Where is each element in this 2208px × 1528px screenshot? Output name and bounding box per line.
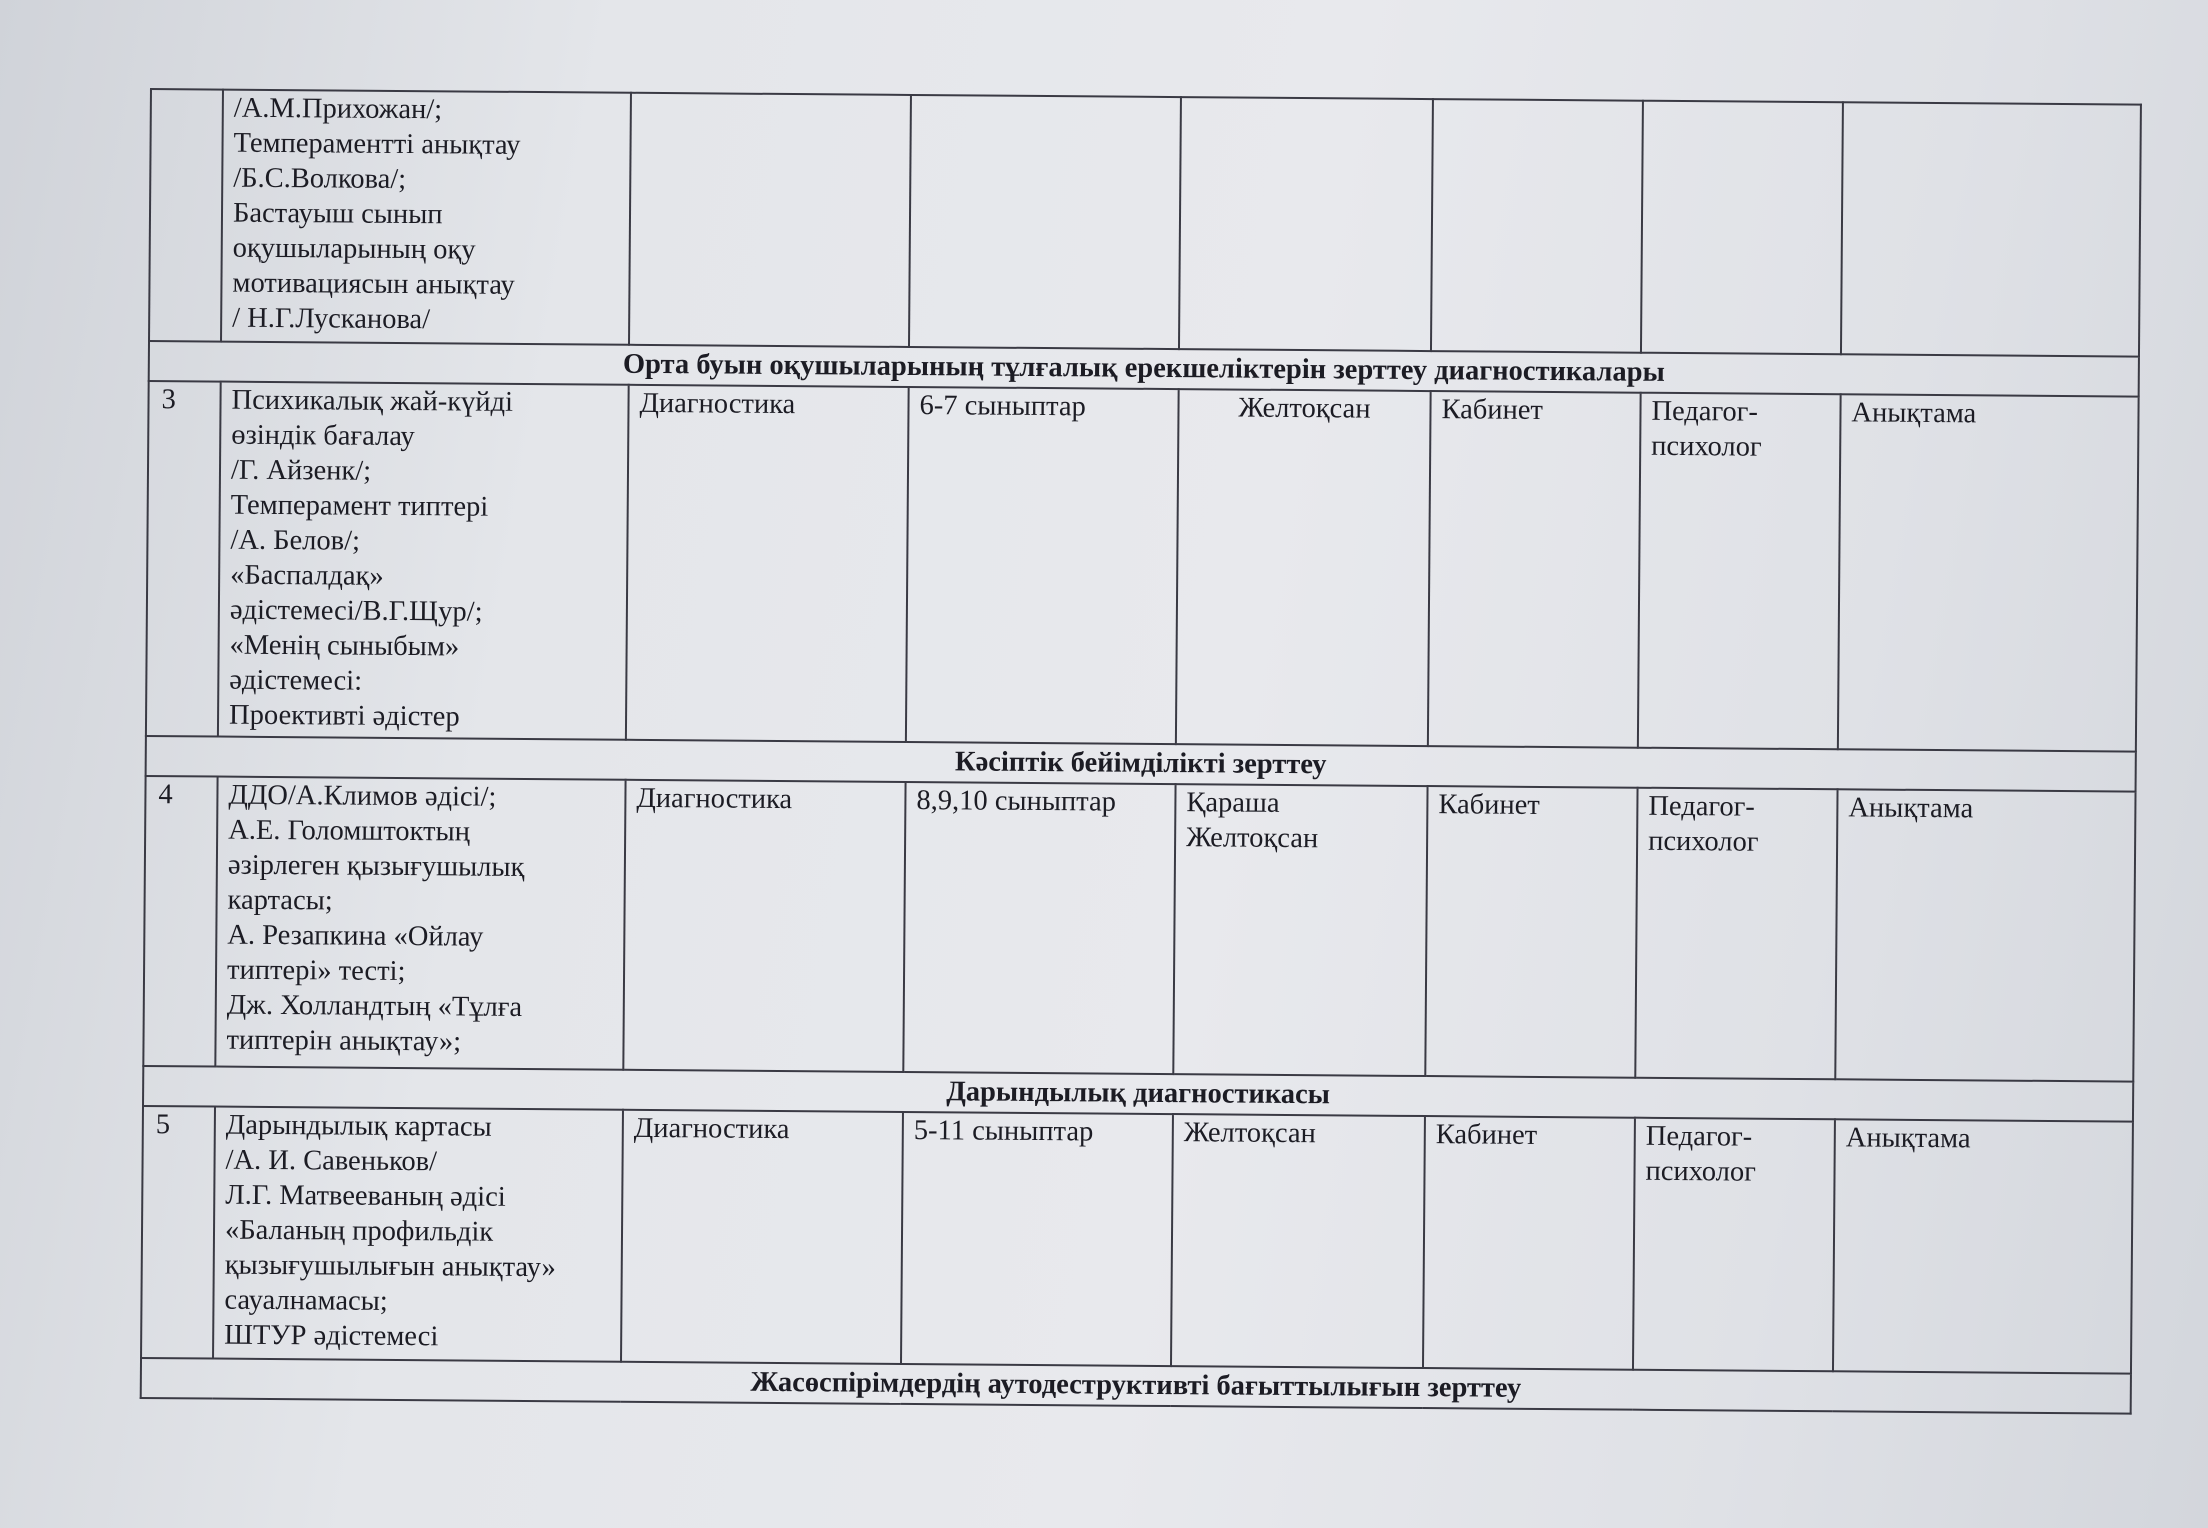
- method-line: «Баспалдақ»: [230, 559, 384, 592]
- method-line: өзіндік бағалау: [231, 419, 415, 453]
- method-cell: [221, 90, 631, 345]
- responsible-cell: [1638, 393, 1841, 750]
- result-cell: Анықтама: [1838, 394, 2139, 751]
- method-line: /А.М.Прихожан/;: [233, 92, 443, 126]
- method-cell: [213, 1107, 623, 1362]
- method-line: Бастауыш сынып: [232, 197, 443, 231]
- method-line: типтері» тесті;: [226, 954, 406, 988]
- method-cell: [215, 777, 625, 1070]
- row-number: 3: [146, 381, 221, 737]
- responsible-cell: [1641, 101, 1843, 355]
- method-line: типтерін анықтау»;: [226, 1024, 462, 1058]
- method-line: /Г. Айзенк/;: [230, 454, 372, 487]
- method-line: А. Резапкина «Ойлау: [227, 919, 484, 953]
- table-row: [146, 381, 2139, 752]
- diagnostics-table: [140, 88, 2142, 1415]
- method-line: сауалнамасы;: [224, 1284, 388, 1317]
- method-line: картасы;: [227, 884, 333, 917]
- row-number: 5: [141, 1106, 215, 1359]
- method-line: ДДО/А.Климов әдісі/;: [228, 779, 497, 813]
- responsible-line: психолог: [1648, 825, 1759, 858]
- method-line: Темпераментті анықтау: [233, 127, 521, 161]
- time-cell: [1179, 97, 1433, 351]
- responsible-cell: [1635, 788, 1837, 1080]
- place-cell: Кабинет: [1425, 786, 1637, 1078]
- time-cell: [1173, 784, 1427, 1076]
- method-line: /Б.С.Волкова/;: [233, 162, 407, 196]
- target-cell: 5-11 сыныптар: [901, 1112, 1173, 1366]
- section-title-career: Кәсіптік бейімділікті зерттеу: [146, 736, 2136, 792]
- target-cell: 8,9,10 сыныптар: [903, 782, 1175, 1074]
- method-line: оқушыларының оқу: [232, 232, 476, 266]
- method-line: Л.Г. Матвееваның әдісі: [225, 1179, 506, 1213]
- form-cell: Диагностика: [623, 780, 905, 1072]
- method-line: ШТУР әдістемесі: [224, 1319, 439, 1353]
- table-row-continued: [149, 89, 2141, 357]
- time-cell: Желтоқсан: [1176, 389, 1431, 746]
- place-cell: Кабинет: [1423, 1116, 1635, 1370]
- method-line: әдістемесі:: [229, 664, 363, 697]
- method-line: Психикалық жай-күйді: [231, 384, 514, 418]
- target-cell: [909, 95, 1181, 349]
- responsible-line: психолог: [1651, 430, 1762, 463]
- method-line: Дж. Холландтың «Тұлға: [226, 989, 523, 1023]
- row-number: [149, 89, 223, 342]
- result-cell: Анықтама: [1835, 789, 2135, 1081]
- method-line: /А. И. Савеньков/: [225, 1144, 438, 1178]
- method-line: қызығушылығын анықтау»: [224, 1249, 557, 1284]
- time-line: Қараша: [1186, 787, 1280, 819]
- method-line: Проективті әдістер: [228, 699, 460, 733]
- time-line: Желтоқсан: [1186, 822, 1319, 855]
- row-number: 4: [143, 776, 217, 1067]
- section-title-autodestructive: Жасөспірімдердің аутодеструктивті бағыттылығын зерттеу: [141, 1358, 2131, 1414]
- method-line: Дарындылық картасы: [225, 1109, 492, 1143]
- target-cell: 6-7 сыныптар: [906, 387, 1179, 744]
- table-row: [143, 776, 2135, 1082]
- method-line: / Н.Г.Лусканова/: [232, 302, 431, 336]
- section-title-gifted: Дарындылық диагностикасы: [143, 1066, 2133, 1122]
- time-cell: Желтоқсан: [1171, 1114, 1425, 1368]
- responsible-line: психолог: [1645, 1155, 1757, 1188]
- section-title-middle: Орта буын оқушыларының тұлғалық ерекшеліктерін зерттеу диагностикалары: [149, 341, 2139, 397]
- method-line: мотивациясын анықтау: [232, 267, 515, 301]
- method-line: Темперамент типтері: [230, 489, 489, 523]
- responsible-cell: [1633, 1118, 1835, 1372]
- method-line: /А. Белов/;: [230, 524, 361, 557]
- form-cell: Диагностика: [626, 385, 909, 742]
- method-line: А.Е. Голомштоктың: [228, 814, 471, 848]
- method-line: «Баланың профильдік: [224, 1214, 494, 1248]
- responsible-line: Педагог-: [1648, 790, 1755, 823]
- method-line: «Менің сыныбым»: [229, 629, 460, 663]
- result-cell: Анықтама: [1833, 1119, 2133, 1373]
- method-cell: [218, 382, 629, 740]
- place-cell: [1431, 99, 1643, 353]
- method-line: әдістемесі/В.Г.Щур/;: [229, 594, 483, 628]
- place-cell: Кабинет: [1428, 391, 1641, 748]
- result-cell: [1841, 102, 2141, 356]
- form-cell: [629, 93, 911, 347]
- document-sheet: [140, 88, 2140, 1428]
- table-row: [141, 1106, 2133, 1374]
- responsible-line: Педагог-: [1645, 1120, 1753, 1153]
- method-line: әзірлеген қызығушылық: [227, 849, 525, 883]
- form-cell: Диагностика: [621, 1110, 903, 1364]
- responsible-line: Педагог-: [1651, 395, 1759, 428]
